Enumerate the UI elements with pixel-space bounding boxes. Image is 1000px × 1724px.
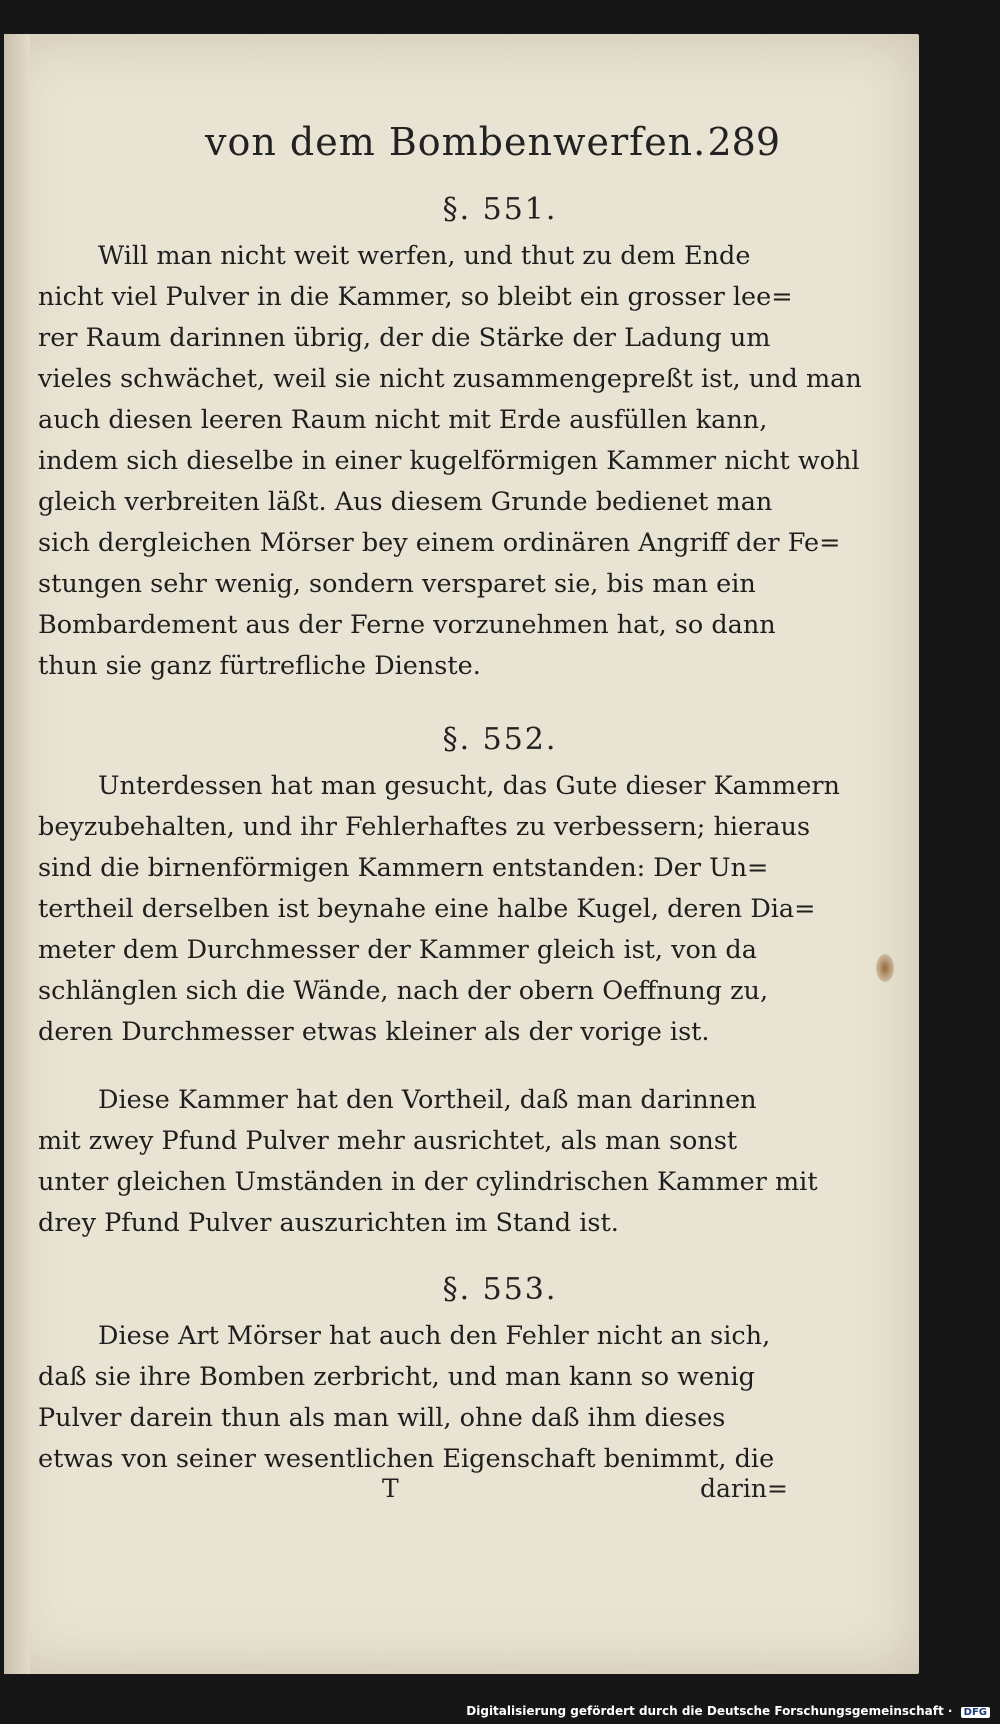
- text-line: daß sie ihre Bomben zerbricht, und man kann so wenig: [38, 1362, 755, 1392]
- text-line: sind die birnenförmigen Kammern entstanden: Der Un=: [38, 853, 769, 883]
- section-number-551: §. 551.: [442, 192, 558, 227]
- text-line: mit zwey Pfund Pulver mehr ausrichtet, als man sonst: [38, 1126, 738, 1156]
- signature-mark: T: [382, 1474, 399, 1503]
- text-line: indem sich dieselbe in einer kugelförmigen Kammer nicht wohl: [38, 446, 860, 476]
- text-line: thun sie ganz fürtrefliche Dienste.: [38, 651, 481, 681]
- page-number: 289: [707, 120, 780, 164]
- catchword: darin=: [700, 1474, 788, 1503]
- text-line: gleich verbreiten läßt. Aus diesem Grunde bedienet man: [38, 487, 773, 517]
- text-line: Diese Art Mörser hat auch den Fehler nicht an sich,: [98, 1321, 771, 1351]
- text-line: vieles schwächet, weil sie nicht zusammengepreßt ist, und man: [38, 364, 862, 394]
- text-line: nicht viel Pulver in die Kammer, so bleibt ein grosser lee=: [38, 282, 793, 312]
- paragraph-552-second: [38, 1080, 818, 1244]
- paragraph-551: [38, 236, 862, 687]
- text-line: unter gleichen Umständen in der cylindrischen Kammer mit: [38, 1167, 818, 1197]
- digitization-footer: [466, 1704, 990, 1718]
- text-line: beyzubehalten, und ihr Fehlerhaftes zu verbessern; hieraus: [38, 812, 811, 842]
- paragraph-552: [38, 766, 840, 1053]
- text-line: rer Raum darinnen übrig, der die Stärke der Ladung um: [38, 323, 771, 353]
- page-spine-shadow: [4, 34, 30, 1674]
- paper-stain: [876, 954, 894, 982]
- text-line: sich dergleichen Mörser bey einem ordinären Angriff der Fe=: [38, 528, 841, 558]
- running-title: von dem Bombenwerfen.: [205, 120, 707, 164]
- text-line: schlänglen sich die Wände, nach der obern Oeffnung zu,: [38, 976, 769, 1006]
- section-number-552: §. 552.: [442, 722, 558, 757]
- text-line: stungen sehr wenig, sondern versparet sie, bis man ein: [38, 569, 756, 599]
- paragraph-553: [38, 1316, 775, 1480]
- text-line: Bombardement aus der Ferne vorzunehmen hat, so dann: [38, 610, 776, 640]
- text-line: Unterdessen hat man gesucht, das Gute dieser Kammern: [98, 771, 840, 801]
- text-line: Diese Kammer hat den Vortheil, daß man darinnen: [98, 1085, 757, 1115]
- text-line: meter dem Durchmesser der Kammer gleich ist, von da: [38, 935, 757, 965]
- dfg-logo: DFG: [961, 1707, 990, 1718]
- page-header: [205, 120, 780, 180]
- text-line: Will man nicht weit werfen, und thut zu dem Ende: [98, 241, 751, 271]
- text-line: deren Durchmesser etwas kleiner als der vorige ist.: [38, 1017, 710, 1047]
- text-line: Pulver darein thun als man will, ohne daß ihm dieses: [38, 1403, 726, 1433]
- text-line: drey Pfund Pulver auszurichten im Stand ist.: [38, 1208, 619, 1238]
- section-number-553: §. 553.: [442, 1272, 558, 1307]
- text-line: etwas von seiner wesentlichen Eigenschaft benimmt, die: [38, 1444, 775, 1474]
- digitization-note: Digitalisierung gefördert durch die Deutsche Forschungsgemeinschaft ·: [466, 1704, 953, 1718]
- text-line: tertheil derselben ist beynahe eine halbe Kugel, deren Dia=: [38, 894, 816, 924]
- text-line: auch diesen leeren Raum nicht mit Erde ausfüllen kann,: [38, 405, 768, 435]
